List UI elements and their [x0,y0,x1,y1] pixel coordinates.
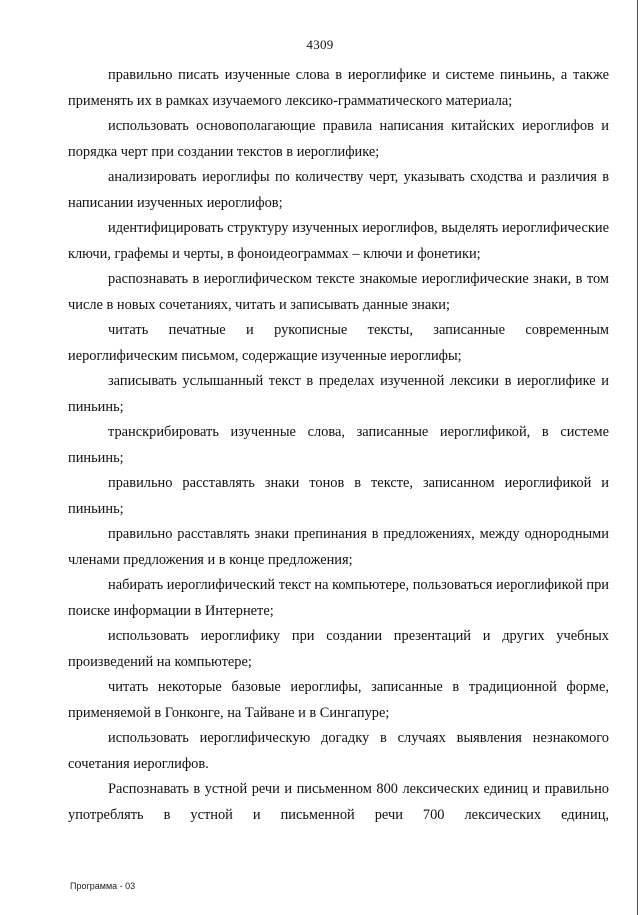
footer-label: Программа - 03 [70,881,136,891]
scan-edge-line [637,0,638,915]
paragraph: правильно писать изученные слова в иероглифике и системе пиньинь, а также применять их в рамках изучаемого лексико-грамматического материала; [68,67,609,109]
paragraph: распознавать в иероглифическом тексте знакомые иероглифические знаки, в том числе в новых сочетаниях, читать и записывать данные знаки; [68,271,609,313]
paragraph: транскрибировать изученные слова, записанные иероглификой, в системе пиньинь; [68,424,609,466]
page-number: 4309 [306,37,334,52]
paragraph: использовать основополагающие правила написания китайских иероглифов и порядка черт при создании текстов в иероглифике; [68,118,609,160]
paragraph: читать печатные и рукописные тексты, записанные современным иероглифическим письмом, содержащие изученные иероглифы; [68,322,609,364]
paragraph: набирать иероглифический текст на компьютере, пользоваться иероглификой при поиске информации в Интернете; [68,577,609,619]
paragraph: читать некоторые базовые иероглифы, записанные в традиционной форме, применяемой в Гонконге, на Тайване и в Сингапуре; [68,679,609,721]
paragraph: использовать иероглифическую догадку в случаях выявления незнакомого сочетания иероглифов. [68,730,609,772]
paragraph: Распознавать в устной речи и письменном 800 лексических единиц и правильно употреблять в устной и письменной речи 700 лексических единиц, [68,781,609,823]
body-text [68,63,609,828]
paragraph: правильно расставлять знаки препинания в предложениях, между однородными членами предложения и в конце предложения; [68,526,609,568]
paragraph: идентифицировать структуру изученных иероглифов, выделять иероглифические ключи, графемы и черты, в фоноидеограммах – ключи и фонетики; [68,220,609,262]
paragraph: записывать услышанный текст в пределах изученной лексики в иероглифике и пиньинь; [68,373,609,415]
paragraph: анализировать иероглифы по количеству черт, указывать сходства и различия в написании изученных иероглифов; [68,169,609,211]
paragraph: использовать иероглифику при создании презентаций и других учебных произведений на компьютере; [68,628,609,670]
paragraph: правильно расставлять знаки тонов в тексте, записанном иероглификой и пиньинь; [68,475,609,517]
